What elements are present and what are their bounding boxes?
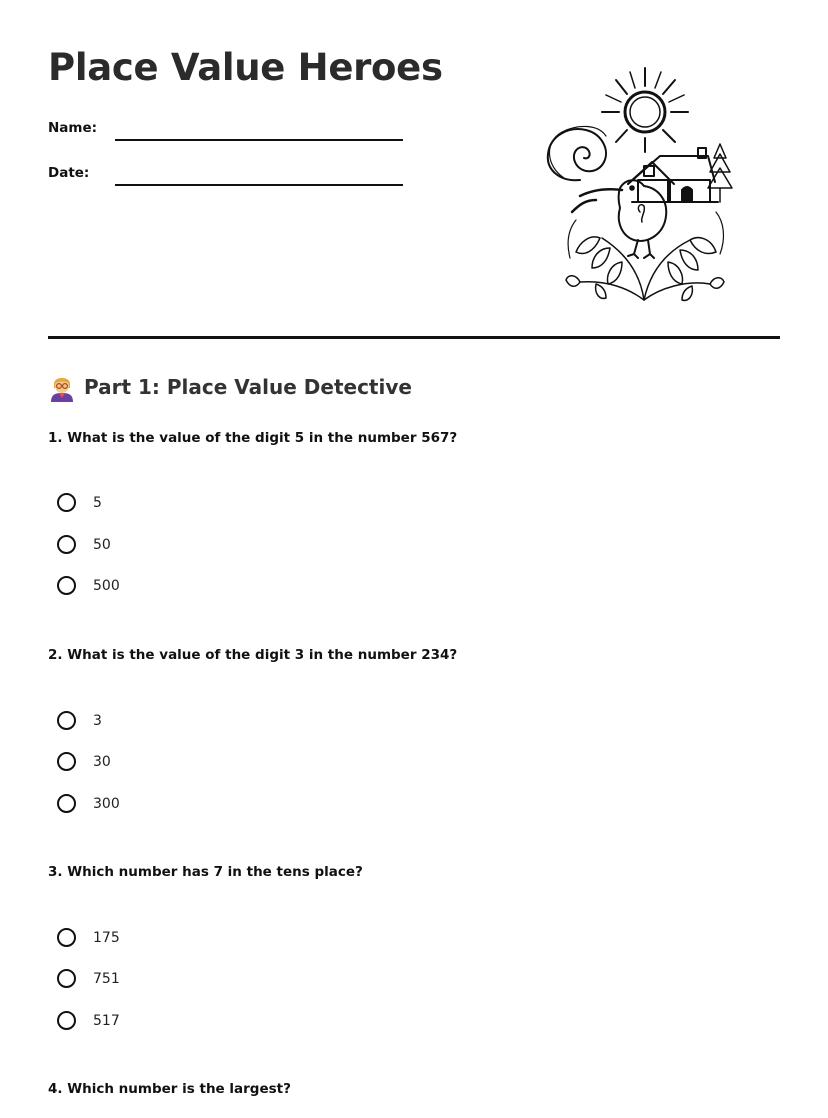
student-emoji-icon <box>48 372 76 402</box>
option-label: 5 <box>93 494 102 511</box>
name-field-row <box>48 117 403 136</box>
name-input-line[interactable] <box>115 117 403 141</box>
option-label: 3 <box>93 712 102 729</box>
section-heading <box>48 372 412 402</box>
question-prompt: 2. What is the value of the digit 3 in the number 234? <box>48 647 458 663</box>
kiwi-bird-icon <box>580 180 666 258</box>
option-label: 175 <box>93 929 120 946</box>
answer-option[interactable] <box>57 576 120 595</box>
answer-option[interactable] <box>57 493 102 512</box>
answer-option[interactable] <box>57 928 120 947</box>
option-label: 751 <box>93 970 120 987</box>
option-label: 300 <box>93 795 120 812</box>
answer-option[interactable] <box>57 711 102 730</box>
section-divider <box>48 336 780 339</box>
sun-icon <box>602 68 688 152</box>
answer-option[interactable] <box>57 752 111 771</box>
radio-button[interactable] <box>57 535 76 554</box>
answer-option[interactable] <box>57 794 120 813</box>
radio-button[interactable] <box>57 576 76 595</box>
fern-leaves-icon <box>566 200 724 300</box>
radio-button[interactable] <box>57 969 76 988</box>
radio-button[interactable] <box>57 1011 76 1030</box>
kiwi-house-sun-illustration <box>540 62 740 307</box>
date-field-row <box>48 162 403 181</box>
question-prompt: 4. Which number is the largest? <box>48 1081 291 1097</box>
option-label: 500 <box>93 577 120 594</box>
option-label: 517 <box>93 1012 120 1029</box>
answer-option[interactable] <box>57 1011 120 1030</box>
radio-button[interactable] <box>57 752 76 771</box>
radio-button[interactable] <box>57 493 76 512</box>
name-label: Name: <box>48 120 98 136</box>
date-input-line[interactable] <box>115 162 403 186</box>
page-title: Place Value Heroes <box>48 46 443 89</box>
radio-button[interactable] <box>57 794 76 813</box>
question-prompt: 1. What is the value of the digit 5 in the number 567? <box>48 430 458 446</box>
option-label: 50 <box>93 536 111 553</box>
section-title: Part 1: Place Value Detective <box>84 375 412 399</box>
answer-option[interactable] <box>57 969 120 988</box>
radio-button[interactable] <box>57 711 76 730</box>
date-label: Date: <box>48 165 90 181</box>
answer-option[interactable] <box>57 535 111 554</box>
radio-button[interactable] <box>57 928 76 947</box>
question-prompt: 3. Which number has 7 in the tens place? <box>48 864 363 880</box>
option-label: 30 <box>93 753 111 770</box>
house-icon <box>628 148 718 202</box>
swirl-icon <box>548 126 606 180</box>
